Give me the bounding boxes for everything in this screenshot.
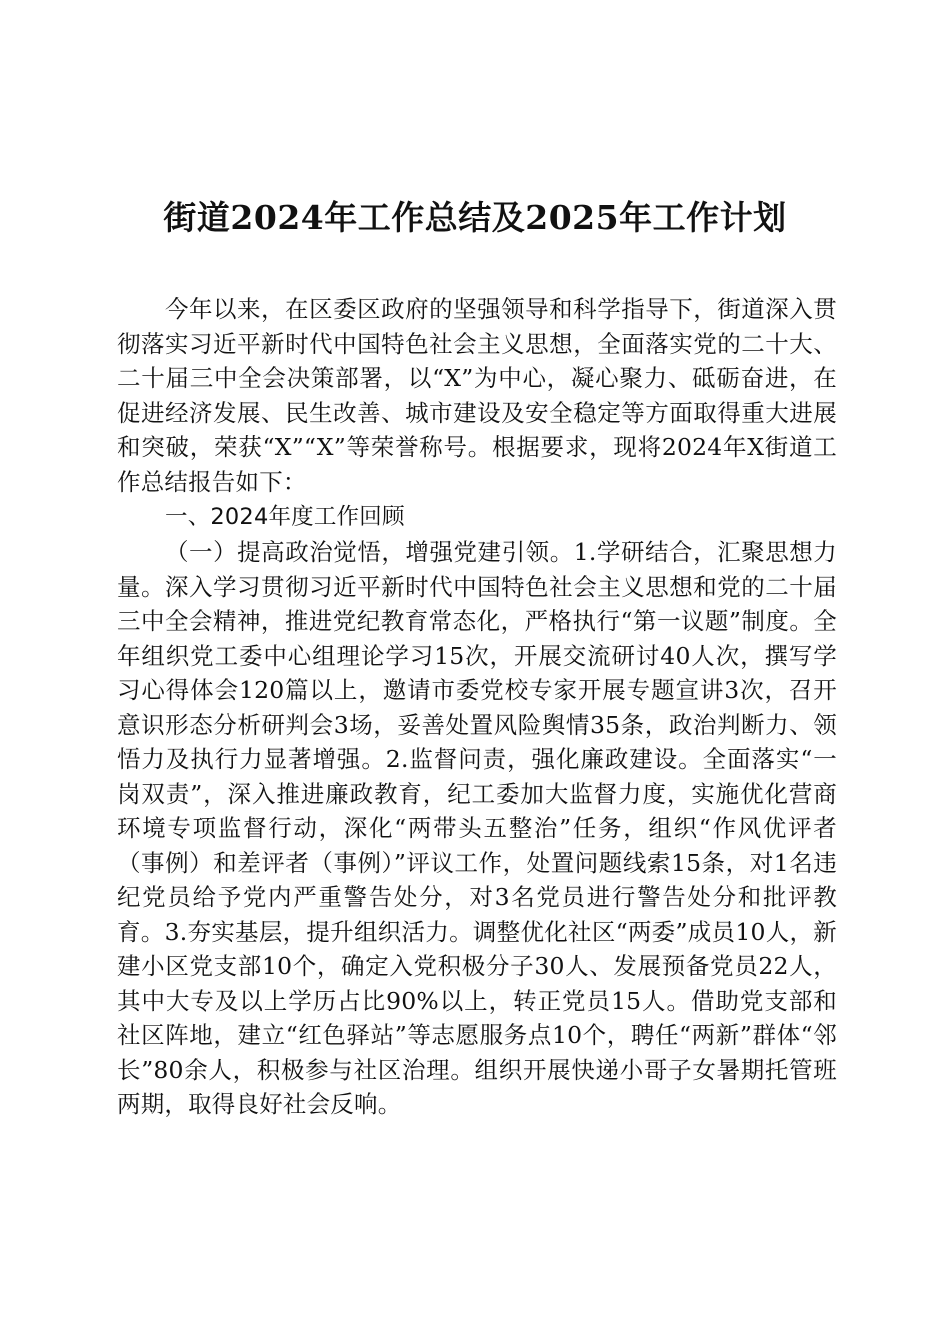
- intro-paragraph: 今年以来，在区委区政府的坚强领导和科学指导下，街道深入贯彻落实习近平新时代中国特色社会主义思想，全面落实党的二十大、二十届三中全会决策部署，以“X”为中心，凝心聚力、砥砺奋进，在促进经济发展、民生改善、城市建设及安全稳定等方面取得重大进展和突破，荣获“X”“X”等荣誉称号。根据要求，现将2024年X街道工作总结报告如下：: [117, 295, 837, 496]
- subsection-body: 1.学研结合，汇聚思想力量。深入学习贯彻习近平新时代中国特色社会主义思想和党的二十届三中全会精神，推进党纪教育常态化，严格执行“第一议题”制度。全年组织党工委中心组理论学习15次，开展交流研讨40人次，撰写学习心得体会120篇以上，邀请市委党校专家开展专题宣讲3次，召开意识形态分析研判会3场，妥善处置风险舆情35条，政治判断力、领悟力及执行力显著增强。2.监督问责，强化廉政建设。全面落实“一岗双责”，深入推进廉政教育，纪工委加大监督力度，实施优化营商环境专项监督行动，深化“两带头五整治”任务，组织“作风优评者（事例）和差评者（事例）”评议工作，处置问题线索15条，对1名违纪党员给予党内严重警告处分，对3名党员进行警告处分和批评教育。3.夯实基层，提升组织活力。调整优化社区“两委”成员10人，新建小区党支部10个，确定入党积极分子30人、发展预备党员22人，其中大专及以上学历占比90%以上，转正党员15人。借助党支部和社区阵地，建立“红色驿站”等志愿服务点10个，聘任“两新”群体“邻长”80余人，积极参与社区治理。组织开展快递小哥子女暑期托管班两期，取得良好社会反响。: [117, 538, 837, 1118]
- subsection-heading: （一）提高政治觉悟，增强党建引领。: [165, 538, 574, 566]
- section-heading: 一、2024年度工作回顾: [165, 504, 405, 530]
- document-title: 街道2024年工作总结及2025年工作计划: [163, 198, 787, 237]
- section-paragraph: [117, 535, 837, 1122]
